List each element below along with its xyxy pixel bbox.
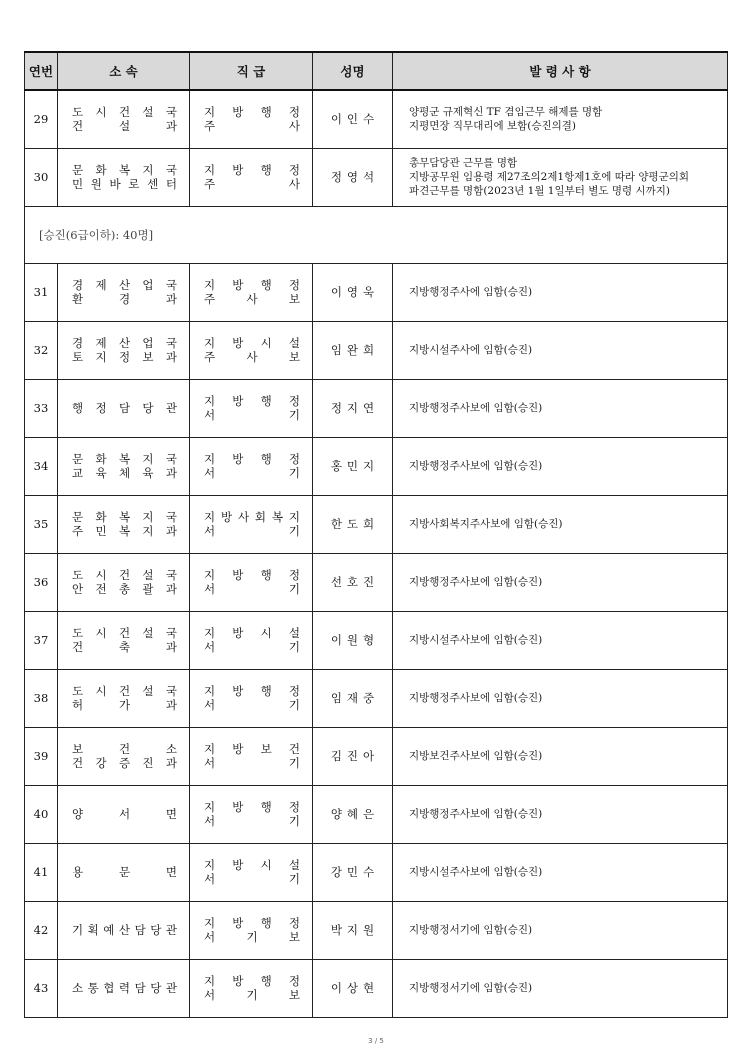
spread-text-line: 기 획 예 산 담 당 관 [72, 923, 177, 937]
order-cell [393, 263, 728, 321]
person-name: 박지원 [313, 901, 393, 959]
person-name: 김진아 [313, 727, 393, 785]
order-line: 지방행정주사보에 임함(승진) [409, 460, 543, 472]
spread-text-line: 지 방 시 설 [204, 626, 300, 640]
order-line: 지방행정서기에 임함(승진) [409, 924, 533, 936]
spread-text-line: 주 사 [204, 119, 300, 134]
rank-cell [190, 148, 313, 206]
order-line: 지방행정주사보에 임함(승진) [409, 576, 543, 588]
spread-text-line: 서 기 [204, 872, 300, 886]
spread-text-line: 지 방 행 정 [204, 278, 300, 292]
table-row [25, 90, 728, 148]
spread-text-line: 주 사 [204, 177, 300, 191]
rank-cell [190, 669, 313, 727]
spread-text-line: 지 방 시 설 [204, 336, 300, 350]
spread-text-line: 서 기 [204, 814, 300, 828]
header-name: 성명 [313, 52, 393, 90]
order-cell [393, 959, 728, 1017]
table-row [25, 437, 728, 495]
header-order: 발 령 사 항 [393, 52, 728, 90]
row-number: 32 [25, 321, 58, 379]
spread-text-line: 경 제 산 업 국 [72, 336, 177, 350]
row-number: 40 [25, 785, 58, 843]
spread-text-line: 교 육 체 육 과 [72, 466, 177, 480]
spread-text-line: 주 사 보 [204, 292, 300, 306]
order-line: 지방행정주사에 임함(승진) [409, 286, 533, 298]
header-rank: 직 급 [190, 52, 313, 90]
order-line: 양평군 규제혁신 TF 겸임근무 해제를 명함 [409, 106, 603, 119]
rank-cell [190, 437, 313, 495]
order-line: 지방사회복지주사보에 임함(승진) [409, 518, 563, 530]
table-row [25, 727, 728, 785]
rank-cell [190, 611, 313, 669]
order-line: 지방시설주사에 임함(승진) [409, 344, 533, 356]
spread-text-line: 건 강 증 진 과 [72, 756, 177, 770]
rank-cell [190, 263, 313, 321]
person-name: 양혜은 [313, 785, 393, 843]
spread-text-line: 지 방 행 정 [204, 568, 300, 582]
spread-text-line: 지 방 사 회 복 지 [204, 510, 300, 524]
personnel-order-table [24, 51, 728, 1018]
table-row [25, 553, 728, 611]
affiliation-cell [58, 495, 190, 553]
table-row [25, 843, 728, 901]
affiliation-cell [58, 553, 190, 611]
order-line: 지방시설주사보에 임함(승진) [409, 634, 543, 646]
order-cell [393, 785, 728, 843]
row-number: 36 [25, 553, 58, 611]
person-name: 강민수 [313, 843, 393, 901]
spread-text-line: 지 방 행 정 [204, 105, 300, 120]
rank-cell [190, 959, 313, 1017]
person-name: 임재중 [313, 669, 393, 727]
table-row [25, 148, 728, 206]
spread-text-line: 도 시 건 설 국 [72, 105, 177, 120]
person-name: 선호진 [313, 553, 393, 611]
person-name: 정지연 [313, 379, 393, 437]
section-row [25, 206, 728, 263]
spread-text-line: 건 축 과 [72, 640, 177, 654]
spread-text-line: 안 전 총 괄 과 [72, 582, 177, 596]
spread-text-line: 토 지 정 보 과 [72, 350, 177, 364]
table-row [25, 785, 728, 843]
table-row [25, 321, 728, 379]
order-line: 파견근무를 명함(2023년 1월 1일부터 별도 명령 시까지) [409, 185, 671, 197]
spread-text-line: 지 방 행 정 [204, 684, 300, 698]
spread-text-line: 소 통 협 력 담 당 관 [72, 981, 177, 995]
person-name: 이상현 [313, 959, 393, 1017]
table-row [25, 669, 728, 727]
affiliation-cell [58, 843, 190, 901]
row-number: 29 [25, 90, 58, 148]
person-name: 홍민지 [313, 437, 393, 495]
row-number: 30 [25, 148, 58, 206]
order-line: 지방행정서기에 임함(승진) [409, 982, 533, 994]
spread-text-line: 서 기 보 [204, 930, 300, 944]
order-cell [393, 553, 728, 611]
rank-cell [190, 843, 313, 901]
spread-text-line: 용 문 면 [72, 865, 177, 879]
rank-cell [190, 379, 313, 437]
spread-text-line: 보 건 소 [72, 742, 177, 756]
order-line: 총무담당관 근무를 명함 [409, 157, 518, 169]
rank-cell [190, 90, 313, 148]
row-number: 33 [25, 379, 58, 437]
order-cell [393, 611, 728, 669]
affiliation-cell [58, 611, 190, 669]
order-cell [393, 727, 728, 785]
order-cell [393, 379, 728, 437]
order-line: 지방행정주사보에 임함(승진) [409, 808, 543, 820]
affiliation-cell [58, 785, 190, 843]
affiliation-cell [58, 901, 190, 959]
table-row [25, 959, 728, 1017]
spread-text-line: 지 방 행 정 [204, 163, 300, 177]
order-line: 지방시설주사보에 임함(승진) [409, 866, 543, 878]
person-name: 임완희 [313, 321, 393, 379]
rank-cell [190, 785, 313, 843]
spread-text-line: 문 화 복 지 국 [72, 510, 177, 524]
spread-text-line: 허 가 과 [72, 698, 177, 712]
affiliation-cell [58, 148, 190, 206]
spread-text-line: 서 기 [204, 698, 300, 712]
table-row [25, 379, 728, 437]
spread-text-line: 지 방 행 정 [204, 800, 300, 814]
rank-cell [190, 901, 313, 959]
spread-text-line: 지 방 보 건 [204, 742, 300, 756]
person-name: 이영욱 [313, 263, 393, 321]
spread-text-line: 서 기 [204, 408, 300, 422]
affiliation-cell [58, 669, 190, 727]
table-row [25, 611, 728, 669]
row-number: 42 [25, 901, 58, 959]
page-number: 3 / 5 [368, 1037, 384, 1045]
order-line: 지방행정주사보에 임함(승진) [409, 692, 543, 704]
rank-cell [190, 553, 313, 611]
order-cell [393, 901, 728, 959]
row-number: 34 [25, 437, 58, 495]
spread-text-line: 문 화 복 지 국 [72, 452, 177, 466]
rank-cell [190, 321, 313, 379]
affiliation-cell [58, 727, 190, 785]
spread-text-line: 지 방 행 정 [204, 452, 300, 466]
row-number: 38 [25, 669, 58, 727]
affiliation-cell [58, 263, 190, 321]
table-row [25, 495, 728, 553]
spread-text-line: 서 기 [204, 466, 300, 480]
order-cell [393, 669, 728, 727]
header-no: 연번 [25, 52, 58, 90]
header-affiliation: 소 속 [58, 52, 190, 90]
order-line: 지평면장 직무대리에 보함(승진의결) [409, 120, 577, 133]
order-cell [393, 90, 728, 148]
spread-text-line: 지 방 행 정 [204, 974, 300, 988]
spread-text-line: 서 기 [204, 582, 300, 596]
row-number: 35 [25, 495, 58, 553]
spread-text-line: 서 기 [204, 640, 300, 654]
spread-text-line: 서 기 보 [204, 988, 300, 1002]
spread-text-line: 도 시 건 설 국 [72, 626, 177, 640]
affiliation-cell [58, 321, 190, 379]
spread-text-line: 도 시 건 설 국 [72, 568, 177, 582]
order-cell [393, 437, 728, 495]
table-row [25, 263, 728, 321]
rank-cell [190, 727, 313, 785]
spread-text-line: 환 경 과 [72, 292, 177, 306]
spread-text-line: 서 기 [204, 524, 300, 538]
order-line: 지방행정주사보에 임함(승진) [409, 402, 543, 414]
person-name: 정영석 [313, 148, 393, 206]
affiliation-cell [58, 437, 190, 495]
spread-text-line: 행 정 담 당 관 [72, 401, 177, 415]
row-number: 41 [25, 843, 58, 901]
row-number: 31 [25, 263, 58, 321]
spread-text-line: 지 방 행 정 [204, 916, 300, 930]
table-header-row [25, 52, 728, 90]
order-cell [393, 148, 728, 206]
affiliation-cell [58, 90, 190, 148]
person-name: 이원형 [313, 611, 393, 669]
spread-text-line: 주 사 보 [204, 350, 300, 364]
affiliation-cell [58, 959, 190, 1017]
row-number: 43 [25, 959, 58, 1017]
spread-text-line: 경 제 산 업 국 [72, 278, 177, 292]
row-number: 37 [25, 611, 58, 669]
spread-text-line: 민 원 바 로 센 터 [72, 177, 177, 191]
spread-text-line: 건 설 과 [72, 119, 177, 134]
spread-text-line: 문 화 복 지 국 [72, 163, 177, 177]
order-cell [393, 843, 728, 901]
table-row [25, 901, 728, 959]
affiliation-cell [58, 379, 190, 437]
spread-text-line: 양 서 면 [72, 807, 177, 821]
table-body [25, 90, 728, 1017]
person-name: 이인수 [313, 90, 393, 148]
person-name: 한도희 [313, 495, 393, 553]
order-line: 지방공무원 임용령 제27조의2제1항제1호에 따라 양평군의회 [409, 171, 690, 183]
spread-text-line: 서 기 [204, 756, 300, 770]
order-line: 지방보건주사보에 임함(승진) [409, 750, 543, 762]
spread-text-line: 지 방 행 정 [204, 394, 300, 408]
row-number: 39 [25, 727, 58, 785]
order-cell [393, 321, 728, 379]
section-label: [승진(6급이하): 40명] [25, 206, 728, 263]
order-cell [393, 495, 728, 553]
spread-text-line: 도 시 건 설 국 [72, 684, 177, 698]
rank-cell [190, 495, 313, 553]
spread-text-line: 주 민 복 지 과 [72, 524, 177, 538]
spread-text-line: 지 방 시 설 [204, 858, 300, 872]
